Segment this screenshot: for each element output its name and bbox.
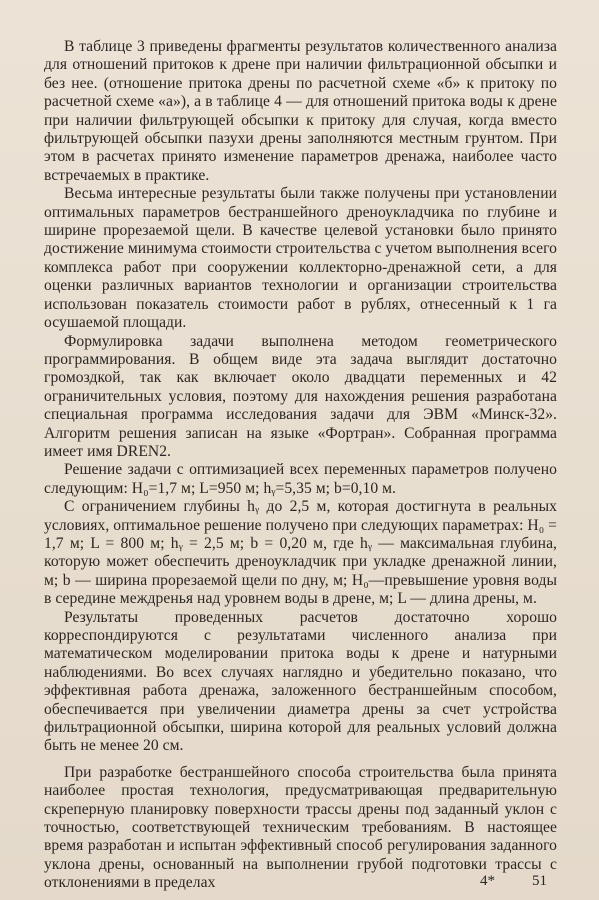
paragraph-depth-constraint: С ограничением глубины hᵧ до 2,5 м, которая достигнута в реальных условиях, оптимальное решение получено при следующих параметрах: H₀ = 1,7 м; L = 800 м; hᵧ = 2,5 м; b = 0,20 м, где hᵧ — максимальная глубина, которую может обеспечить дреноукладчик при укладке дренажной линии, м; b — ширина прорезаемой щели по дну, м; H₀—превышение уровня воды в середине междренья над уровнем воды в дрене, м; L — длина дрены, м. bbox=[44, 498, 558, 608]
paragraph-solution-all-variables: Решение задачи с оптимизацией всех переменных параметров получено следующим: H₀=1,7 м; L=950 м; hᵧ=5,35 м; b=0,10 м. bbox=[44, 461, 557, 497]
paragraph-calculation-results: Результаты проведенных расчетов достаточно хорошо корреспондируются с результатами численного анализа при математическом моделировании притока воды к дрене и натурными наблюдениями. Во всех случаях наглядно и убедительно показано, что эффективная работа дренажа, заложенного бестраншейным способом, обеспечивается при увеличении диаметра дрены за счет устройства фильтрационной обсыпки, ширина которой для реальных условий должна быть не менее 20 см. bbox=[44, 608, 557, 755]
paragraph-technology: При разработке бестраншейного способа строительства была принята наиболее простая технология, предусматривающая предварительную скреперную планировку поверхности трассы дрены под заданный уклон с точностью, соответствующей техническим требованиям. В настоящее время разработан и испытан эффективный способ регулирования заданного уклона дрены, основанный на выполнении грубой подготовки трассы с отклонениями в пределах bbox=[44, 763, 557, 892]
paragraph-geometric-programming: Формулировка задачи выполнена методом геометрического программирования. В общем виде эта задача выглядит достаточно громоздкой, так как включает около двадцати переменных и 42 ограничительных условия, поэтому для нахождения решения разработана специальная программа исследования задачи для ЭВМ «Минск-32». Алгоритм решения записан на языке «Фортран». Собранная программа имеет имя DREN2. bbox=[44, 332, 557, 460]
paragraph-table-results: В таблице 3 приведены фрагменты результатов количественного анализа для отношений притоков к дрене при наличии фильтрационной обсыпки и без нее. (отношение притока дрены по расчетной схеме «б» к притоку по расчетной схеме «а»), а в таблице 4 — для отношений притока воды к дрене при наличии фильтрующей обсыпки к притоку для случая, когда вместо фильтрующей обсыпки пазухи дрены заполняются местным грунтом. При этом в расчетах принято изменение параметров дренажа, наиболее часто встречаемых в практике. bbox=[44, 38, 557, 184]
page-number: 51 bbox=[532, 873, 547, 889]
paragraph-optimal-parameters: Весьма интересные результаты были также получены при установлении оптимальных параметров бестраншейного дреноукладчика по глубине и ширине прорезаемой щели. В качестве целевой установки было принято достижение минимума стоимости строительства с учетом выполнения всего комплекса работ при сооружении коллекторно-дренажной сети, а для оценки различных вариантов технологии и организации строительства использован показатель стоимости работ в рублях, отнесенный к 1 га осушаемой площади. bbox=[44, 185, 557, 332]
signature-mark: 4* bbox=[480, 873, 495, 889]
